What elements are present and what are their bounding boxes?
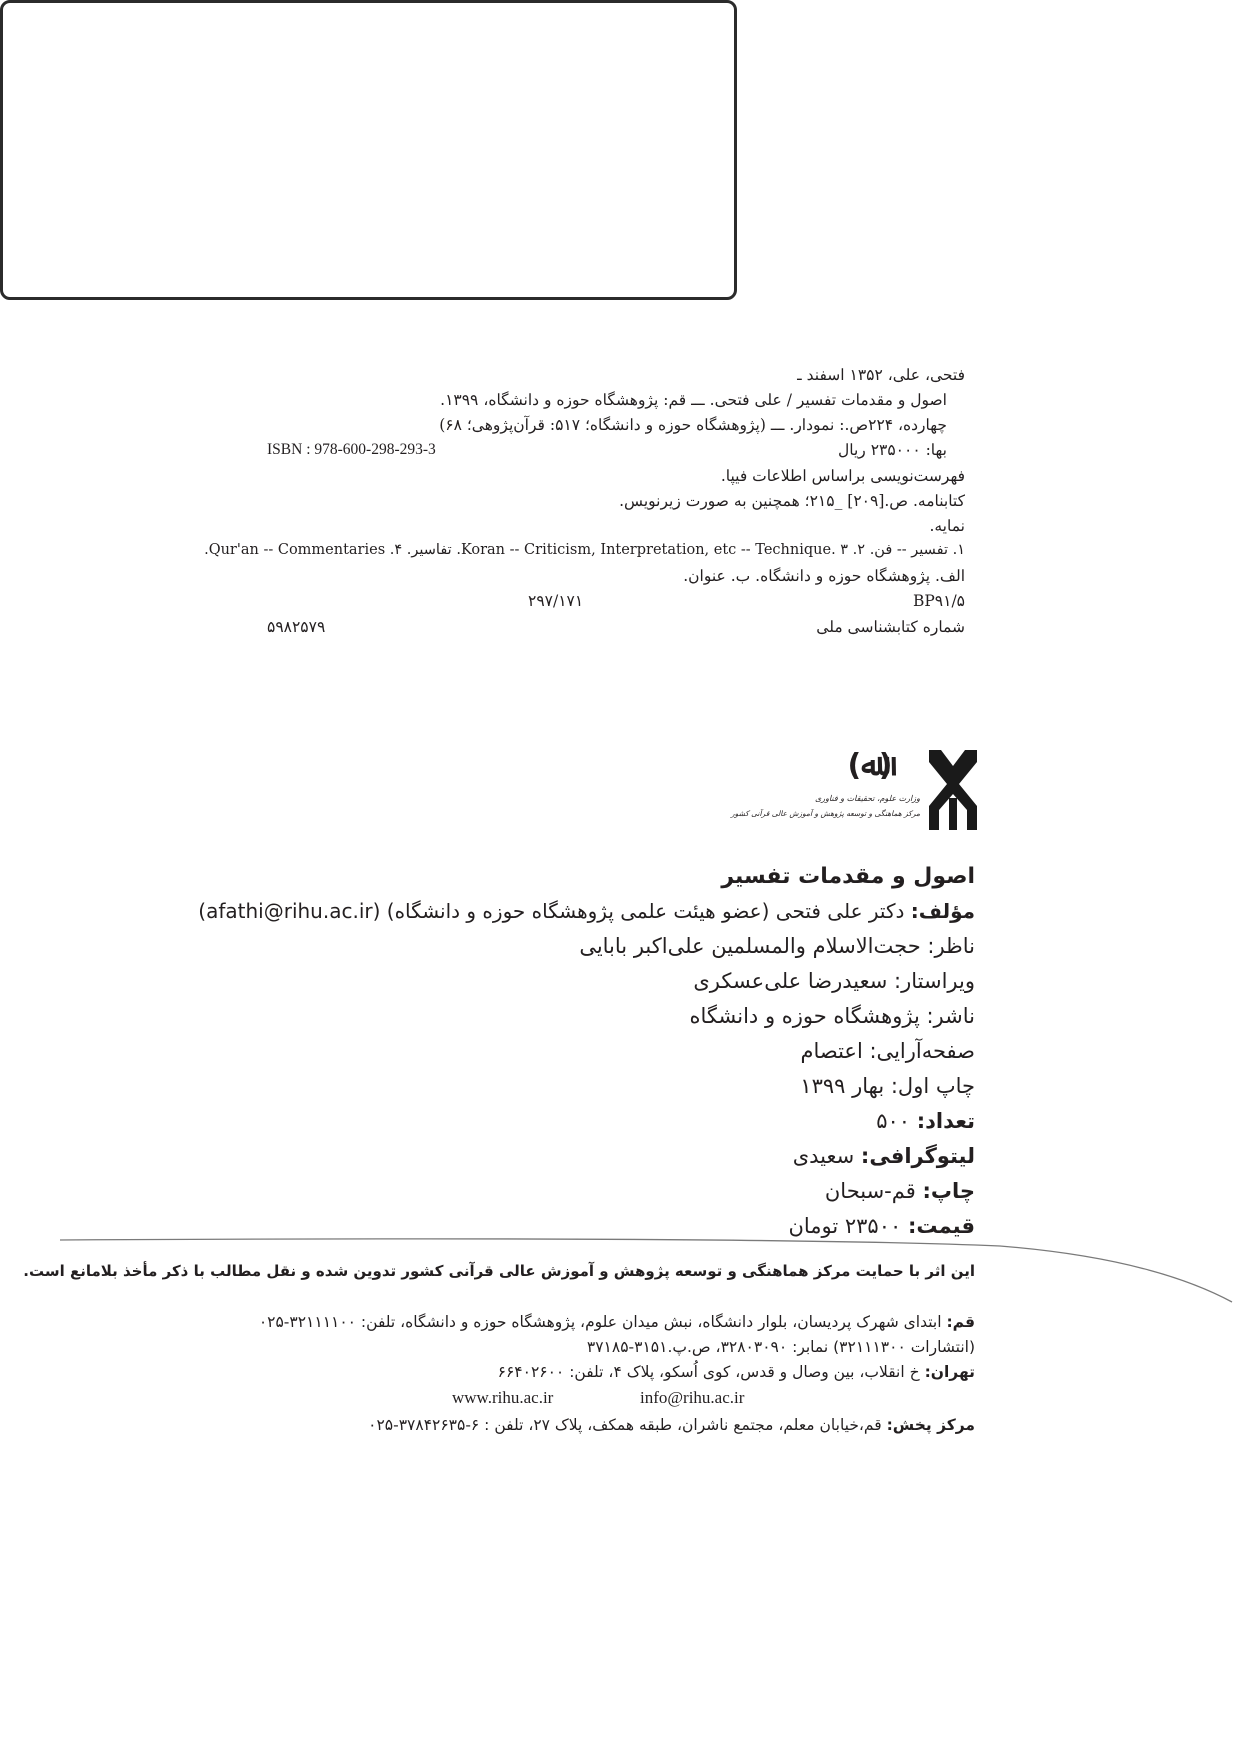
editor-value: سعیدرضا علی‌عسکری	[693, 969, 888, 993]
cip-lc-class: BP۹۱/۵	[912, 592, 965, 610]
layout-value: اعتصام	[800, 1039, 863, 1063]
colophon-print	[825, 1179, 975, 1203]
colophon-litho	[793, 1144, 975, 1168]
cip-box	[0, 0, 737, 300]
cip-national-label: شماره کتابشناسی ملی	[816, 618, 965, 636]
cip-price: بها: ۲۳۵۰۰۰ ریال	[837, 441, 947, 459]
cip-dewey: ۲۹۷/۱۷۱	[528, 592, 584, 610]
iran-emblem-icon: (ﷲ)	[847, 748, 893, 783]
price-value: ۲۳۵۰۰ تومان	[788, 1214, 902, 1238]
count-label: تعداد:	[916, 1109, 975, 1133]
qom-address-2: (انتشارات ۳۲۱۱۱۳۰۰) نمابر: ۳۲۸۰۳۰۹۰، ص.پ.۳۱۵۱-۳۷۱۸۵	[586, 1338, 975, 1356]
editor-label: ویراستار:	[894, 969, 975, 993]
email-link[interactable]: info@rihu.ac.ir	[640, 1388, 745, 1407]
publisher-value: پژوهشگاه حوزه و دانشگاه	[689, 1004, 920, 1028]
colophon-editor	[693, 969, 975, 993]
litho-value: سعیدی	[792, 1144, 855, 1168]
ministry-caption-1: وزارت علوم، تحقیقات و فناوری	[815, 794, 920, 803]
qom-address-text: ابتدای شهرک پردیسان، بلوار دانشگاه، نبش میدان علوم، پژوهشگاه حوزه و دانشگاه، تلفن: ۳۲۱۱۱۱۰۰-۰۲۵	[258, 1313, 942, 1331]
colophon-publisher	[690, 1004, 976, 1028]
cip-isbn: ISBN : 978-600-298-293-3	[267, 441, 436, 458]
count-value: ۵۰۰	[876, 1109, 911, 1133]
colophon-supervisor	[579, 934, 975, 958]
cip-fipa-note: فهرست‌نویسی براساس اطلاعات فیپا.	[720, 467, 965, 485]
rihu-logo-icon	[925, 748, 981, 832]
website-link[interactable]: www.rihu.ac.ir	[452, 1388, 554, 1407]
layout-label: صفحه‌آرایی:	[869, 1039, 975, 1063]
qom-address	[259, 1313, 975, 1331]
support-note: این اثر با حمایت مرکز هماهنگی و توسعه پژوهش و آموزش عالی قرآنی کشور تدوین شده و نقل مطالب با ذکر مأخذ بلامانع است.	[23, 1262, 975, 1280]
cip-subjects: ۱. تفسیر -- فن. ۲. Koran -- Criticism, Interpretation, etc -- Technique. ۳. تفاسیر. ۴. Qur'an -- Commentaries.	[204, 542, 965, 558]
distribution-address-text: قم،خیابان معلم، مجتمع ناشران، طبقه همکف، پلاک ۲۷، تلفن : ۶-۳۷۸۴۲۶۳۵-۰۲۵	[368, 1416, 882, 1434]
cip-title: اصول و مقدمات تفسیر / علی فتحی. ـــ قم: پژوهشگاه حوزه و دانشگاه، ۱۳۹۹.	[440, 391, 947, 409]
author-label: مؤلف:	[910, 899, 975, 923]
tehran-address-text: خ انقلاب، بین وصال و قدس، کوی اُسکو، پلاک ۴، تلفن: ۶۶۴۰۲۶۰۰	[497, 1363, 920, 1381]
book-title: اصول و مقدمات تفسیر	[721, 864, 975, 889]
distribution-address	[368, 1416, 975, 1434]
cip-national-number: ۵۹۸۲۵۷۹	[267, 618, 326, 636]
colophon-edition	[800, 1074, 975, 1098]
colophon-layout	[800, 1039, 975, 1063]
publisher-label: ناشر:	[926, 1004, 975, 1028]
tehran-label: تهران:	[924, 1363, 975, 1381]
tehran-address	[498, 1363, 975, 1381]
print-label: چاپ:	[922, 1179, 975, 1203]
litho-label: لیتوگرافی:	[860, 1144, 975, 1168]
cip-bibliography: کتابنامه. ص.[۲۰۹] _۲۱۵؛ همچنین به صورت زیرنویس.	[619, 492, 965, 510]
cip-index-note: نمایه.	[929, 517, 965, 535]
ministry-caption-2: مرکز هماهنگی و توسعه پژوهش و آموزش عالی قرآنی کشور	[731, 809, 920, 818]
qom-label: قم:	[946, 1313, 975, 1331]
colophon-count	[876, 1109, 975, 1133]
price-label: قیمت:	[907, 1214, 975, 1238]
edition-value: بهار ۱۳۹۹	[800, 1074, 885, 1098]
supervisor-value: حجت‌الاسلام والمسلمین علی‌اکبر بابایی	[579, 934, 921, 958]
distribution-label: مرکز پخش:	[886, 1416, 975, 1434]
edition-label: چاپ اول:	[890, 1074, 975, 1098]
colophon-author	[198, 899, 975, 923]
author-value: دکتر علی فتحی (عضو هیئت علمی پژوهشگاه حوزه و دانشگاه) (afathi@rihu.ac.ir)	[198, 899, 905, 923]
cip-added-entries: الف. پژوهشگاه حوزه و دانشگاه. ب. عنوان.	[683, 567, 965, 585]
supervisor-label: ناظر:	[927, 934, 975, 958]
cip-author: فتحی، علی، ۱۳۵۲ اسفند ـ	[797, 366, 965, 384]
print-value: قم-سبحان	[824, 1179, 916, 1203]
cip-physical: چهارده، ۲۲۴ص.: نمودار. ـــ (پژوهشگاه حوزه و دانشگاه؛ ۵۱۷: قرآن‌پژوهی؛ ۶۸)	[439, 416, 947, 434]
